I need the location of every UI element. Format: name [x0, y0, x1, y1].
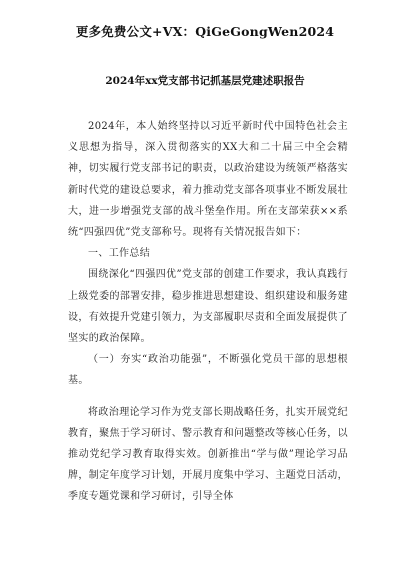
subsection-heading-paragraph: （一）夯实“政治功能强”，不断强化党员干部的思想根基。	[68, 354, 348, 387]
section-paragraph: 围绕深化“四强四优”党支部的创建工作要求，我认真践行上级党委的部署安排，稳步推进思想建设、组织建设和服务建设，有效提升党建引领力，为支部履职尽责和全面发展提供了坚实的政治保障。	[68, 269, 348, 345]
paragraph-gap	[68, 392, 348, 402]
intro-paragraph: 2024年，本人始终坚持以习近平新时代中国特色社会主义思想为指导，深入贯彻落实的XX大和二十届三中全会精神，切实履行党支部书记的职责，以政治建设为统领严格落实新时代党的建设总要求，着力推动党支部各项事业不断发展壮大，进一步增强党支部的战斗堡垒作用。所在支部荣获××系统“四强四优”党支部称号。现将有关情况报告如下：	[68, 121, 348, 239]
document-body	[68, 116, 348, 508]
document-title: 2024年xx党支部书记抓基层党建述职报告	[105, 75, 305, 87]
section-heading: 一、工作总结	[88, 248, 151, 260]
promo-banner: 更多免费公文+VX：QiGeGongWen2024	[75, 24, 335, 39]
subsection-body-paragraph: 将政治理论学习作为党支部长期战略任务，扎实开展党纪教育，聚焦于学习研讨、警示教育和问题整改等核心任务，以推动党纪学习教育取得实效。创新推出“学与做”理论学习品牌，制定年度学习计划，开展月度集中学习、主题党日活动，季度专题党课和学习研讨，引导全体	[68, 406, 348, 503]
